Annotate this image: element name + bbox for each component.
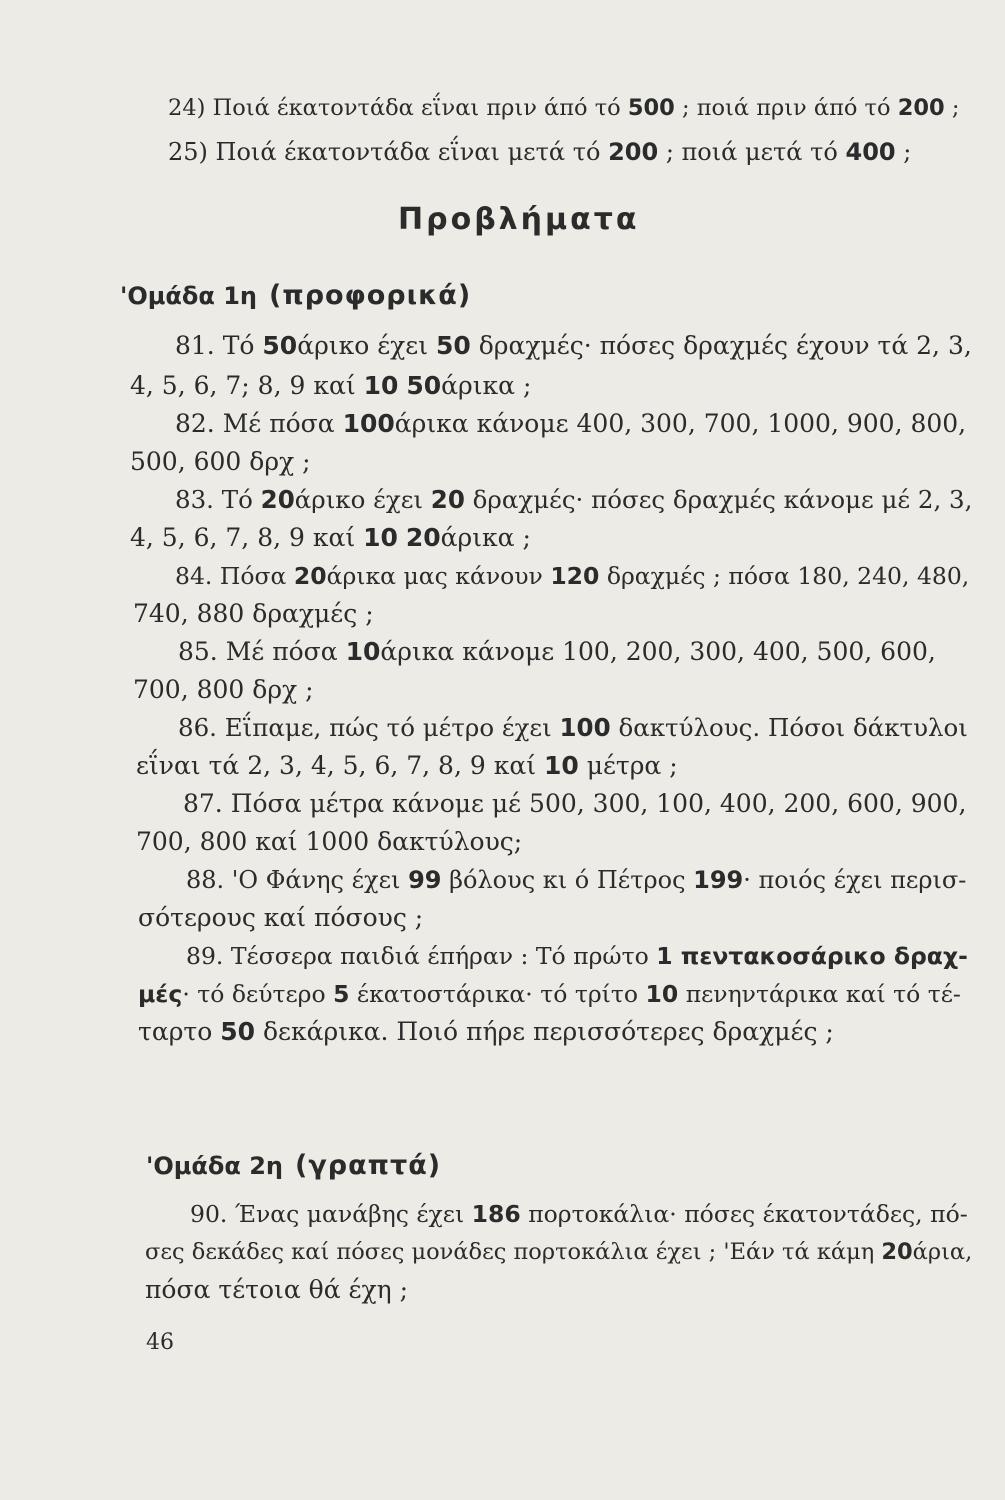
problem-87-line-2: 700, 800 καί 1000 δακτύλους; (136, 827, 523, 856)
problem-85-line-2: 700, 800 δρχ ; (133, 675, 314, 704)
group-2-heading: 'Ομάδα 2η (γραπτά) (146, 1150, 442, 1181)
problem-82-line-1: 82. Μέ πόσα 100άρικα κάνομε 400, 300, 700, 1000, 900, 800, (175, 409, 967, 438)
group-1-heading: 'Ομάδα 1η (προφορικά) (120, 280, 472, 311)
question-24: 24) Ποιά έκατοντάδα εΐναι πριν άπό τό 500 ; ποιά πριν άπό τό 200 ; (168, 95, 960, 121)
page-number: 46 (146, 1330, 174, 1355)
section-title: Προβλήματα (398, 202, 640, 237)
problem-89-line-1: 89. Τέσσερα παιδιά έπήραν : Τό πρώτο 1 πεντακοσάρικο δραχ- (186, 942, 968, 970)
problem-89-line-2: μές· τό δεύτερο 5 έκατοστάρικα· τό τρίτο 10 πενηντάρικα καί τό τέ- (138, 980, 961, 1008)
problem-86-line-2: εΐναι τά 2, 3, 4, 5, 6, 7, 8, 9 καί 10 μέτρα ; (136, 751, 678, 780)
problem-84-line-2: 740, 880 δραχμές ; (133, 599, 374, 628)
problem-81-line-1: 81. Τό 50άρικο έχει 50 δραχμές· πόσες δραχμές έχουν τά 2, 3, (175, 331, 972, 360)
problem-88-line-1: 88. 'Ο Φάνης έχει 99 βόλους κι ό Πέτρος 199· ποιός έχει περισ- (186, 866, 967, 894)
problem-90-line-2: σες δεκάδες καί πόσες μονάδες πορτοκάλια έχει ; 'Εάν τά κάμη 20άρια, (145, 1239, 973, 1265)
problem-83-line-1: 83. Τό 20άρικο έχει 20 δραχμές· πόσες δραχμές κάνομε μέ 2, 3, (175, 485, 973, 514)
problem-90-line-1: 90. Ένας μανάβης έχει 186 πορτοκάλια· πόσες έκατοντάδες, πό- (190, 1200, 968, 1228)
problem-89-line-3: ταρτο 50 δεκάρικα. Ποιό πήρε περισσότερες δραχμές ; (138, 1017, 834, 1046)
problem-90-line-3: πόσα τέτοια θά έχη ; (145, 1275, 409, 1304)
problem-87-line-1: 87. Πόσα μέτρα κάνομε μέ 500, 300, 100, 400, 200, 600, 900, (183, 789, 967, 818)
problem-81-line-2: 4, 5, 6, 7; 8, 9 καί 10 50άρικα ; (130, 371, 532, 400)
problem-85-line-1: 85. Μέ πόσα 10άρικα κάνομε 100, 200, 300, 400, 500, 600, (178, 637, 936, 666)
question-25: 25) Ποιά έκατοντάδα εΐναι μετά τό 200 ; ποιά μετά τό 400 ; (168, 138, 912, 166)
problem-88-line-2: σότερους καί πόσους ; (138, 903, 424, 932)
problem-84-line-1: 84. Πόσα 20άρικα μας κάνουν 120 δραχμές ; πόσα 180, 240, 480, (175, 562, 970, 590)
problem-83-line-2: 4, 5, 6, 7, 8, 9 καί 10 20άρικα ; (130, 523, 531, 552)
problem-86-line-1: 86. Εΐπαμε, πώς τό μέτρο έχει 100 δακτύλους. Πόσοι δάκτυλοι (178, 713, 968, 742)
problem-82-line-2: 500, 600 δρχ ; (130, 447, 311, 476)
